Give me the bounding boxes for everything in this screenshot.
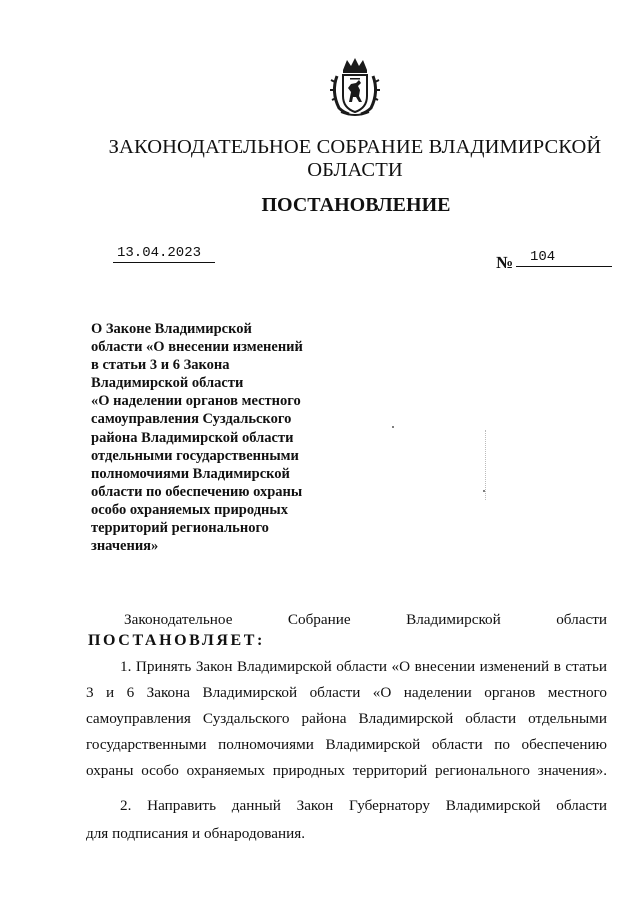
scan-artifact [485, 430, 488, 500]
coat-of-arms-icon [329, 56, 381, 118]
preamble-word: области [556, 611, 607, 628]
paragraph-line: 3 и 6 Закона Владимирской области «О наделении органов местного [86, 684, 607, 701]
subject-line: области «О внесении изменений [91, 339, 303, 356]
subject-line: области по обеспечению охраны [91, 483, 303, 500]
document-subject [91, 320, 331, 555]
paragraph-line: самоуправления Суздальского района Владимирской области отдельными [86, 710, 607, 727]
subject-line: отдельными государственными [91, 447, 299, 464]
subject-line: О Законе Владимирской [91, 321, 252, 337]
subject-line: полномочиями Владимирской [91, 465, 290, 482]
document-number-label: № [496, 253, 514, 272]
subject-line: особо охраняемых природных [91, 501, 288, 518]
document-type-heading: ПОСТАНОВЛЕНИЕ [261, 194, 451, 216]
subject-line: в статьи 3 и 6 Закона [91, 357, 230, 374]
paragraph-line: для подписания и обнародования. [86, 825, 305, 842]
paragraph-2 [86, 793, 607, 847]
scan-speck [483, 490, 485, 492]
organization-title: ЗАКОНОДАТЕЛЬНОЕ СОБРАНИЕ ВЛАДИМИРСКОЙ ОБЛАСТИ [108, 136, 602, 181]
scan-speck [392, 426, 394, 428]
paragraph-line: охраны особо охраняемых природных территорий регионального значения». [86, 762, 607, 779]
preamble-word: Собрание [287, 611, 351, 628]
document-number: 104 [516, 249, 612, 267]
subject-line: «О наделении органов местного [91, 393, 301, 410]
preamble-line [124, 611, 607, 629]
subject-line: самоуправления Суздальского [91, 411, 292, 428]
paragraph-line: 1. Принять Закон Владимирской области «О внесении изменений в статьи [120, 658, 607, 675]
decree-heading: ПОСТАНОВЛЯЕТ: [88, 632, 265, 649]
subject-line: значения» [91, 538, 159, 555]
paragraph-1 [86, 654, 607, 784]
preamble-word: Законодательное [124, 611, 233, 628]
preamble-word: Владимирской [406, 611, 501, 628]
subject-line: Владимирской области [91, 375, 244, 392]
paragraph-line: государственными полномочиями Владимирской области по обеспечению [86, 736, 607, 753]
document-date: 13.04.2023 [113, 245, 215, 263]
subject-line: района Владимирской области [91, 429, 294, 446]
subject-line: территорий регионального [91, 520, 269, 537]
paragraph-line: 2. Направить данный Закон Губернатору Владимирской области [120, 797, 607, 814]
